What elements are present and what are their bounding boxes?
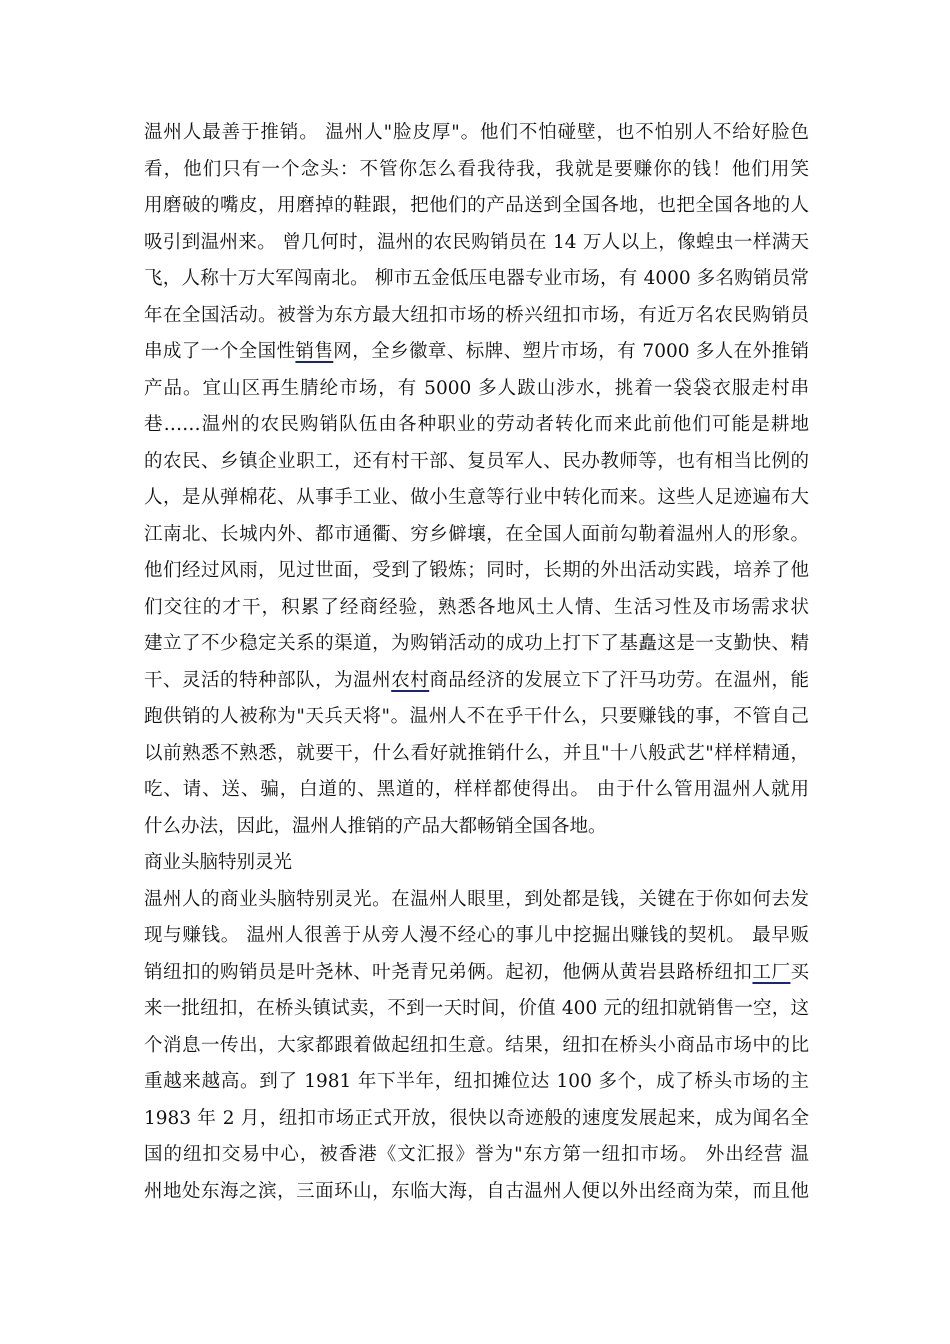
- line-text-after-link: 买: [790, 961, 809, 983]
- text-line: 温州人的商业头脑特别灵光。在温州人眼里，到处都是钱，关键在于你如何去发: [144, 888, 809, 910]
- inline-link[interactable]: 销售: [295, 341, 334, 362]
- line-text-after-link: 网，全乡徽章、标牌、塑片市场，有 7000 多人在外推销: [333, 341, 809, 362]
- text-line: 的农民、乡镇企业职工，还有村干部、复员军人、民办教师等，也有相当比例的: [144, 450, 809, 472]
- text-line: [144, 340, 809, 364]
- text-line: 们交往的才干，积累了经商经验，熟悉各地风土人情、生活习性及市场需求状: [144, 596, 809, 618]
- text-line: [144, 669, 809, 693]
- text-line: 看，他们只有一个念头：不管你怎么看我待我，我就是要赚你的钱！他们用笑: [144, 158, 809, 180]
- text-line: 巷……温州的农民购销队伍由各种职业的劳动者转化而来此前他们可能是耕地: [144, 414, 809, 435]
- text-line: 年在全国活动。被誉为东方最大纽扣市场的桥兴纽扣市场，有近万名农民购销员: [144, 304, 809, 326]
- section-heading: 商业头脑特别灵光: [144, 852, 293, 873]
- text-line: 温州人最善于推销。 温州人"脸皮厚"。他们不怕碰壁，也不怕别人不给好脸色: [144, 122, 809, 143]
- text-line: 吸引到温州来。 曾几何时，温州的农民购销员在 14 万人以上，像蝗虫一样满天: [144, 231, 809, 253]
- inline-link[interactable]: 农村: [391, 669, 430, 691]
- text-line: 州地处东海之滨，三面环山，东临大海，自古温州人便以外出经商为荣，而且他: [144, 1180, 809, 1202]
- text-line: 用磨破的嘴皮，用磨掉的鞋跟，把他们的产品送到全国各地，也把全国各地的人: [144, 195, 809, 216]
- line-text-before-link: 串成了一个全国性: [144, 341, 296, 362]
- text-line: 建立了不少稳定关系的渠道，为购销活动的成功上打下了基矗这是一支勤快、精: [144, 633, 809, 654]
- text-line: 跑供销的人被称为"天兵天将"。温州人不在乎干什么，只要赚钱的事，不管自己: [144, 706, 809, 727]
- text-line: 吃、请、送、骗，白道的、黑道的，样样都使得出。 由于什么管用温州人就用: [144, 779, 809, 800]
- line-text-before-link: 销纽扣的购销员是叶尧林、叶尧青兄弟俩。起初，他俩从黄岩县路桥纽扣: [144, 961, 753, 983]
- text-line: 现与赚钱。 温州人很善于从旁人漫不经心的事儿中挖掘出赚钱的契机。 最早贩: [144, 925, 809, 946]
- text-line: [144, 961, 809, 985]
- text-line: 来一批纽扣，在桥头镇试卖，不到一天时间，价值 400 元的纽扣就销售一空，这: [144, 998, 809, 1019]
- line-text-before-link: 干、灵活的特种部队，为温州: [144, 669, 392, 691]
- text-line: 国的纽扣交易中心，被香港《文汇报》誉为"东方第一纽扣市场。 外出经营 温: [144, 1144, 809, 1165]
- text-line: 飞，人称十万大军闯南北。 柳市五金低压电器专业市场，有 4000 多名购销员常: [144, 268, 809, 289]
- text-line: 人，是从弹棉花、从事手工业、做小生意等行业中转化而来。这些人足迹遍布大: [144, 487, 809, 508]
- text-line: 产品。宜山区再生腈纶市场，有 5000 多人跋山涉水，挑着一袋袋衣服走村串: [144, 377, 809, 399]
- inline-link[interactable]: 工厂: [752, 961, 791, 983]
- text-line: 他们经过风雨，见过世面，受到了锻炼；同时，长期的外出活动实践，培养了他: [144, 560, 809, 581]
- line-text-after-link: 商品经济的发展立下了汗马功劳。在温州，能: [429, 669, 809, 691]
- text-line: 江南北、长城内外、都市通衢、穷乡僻壤，在全国人面前勾勒着温州人的形象。: [144, 523, 809, 545]
- text-line: 重越来越高。到了 1981 年下半年，纽扣摊位达 100 多个，成了桥头市场的主: [144, 1071, 809, 1092]
- text-line: 什么办法，因此，温州人推销的产品大都畅销全国各地。: [144, 815, 607, 837]
- text-line: 个消息一传出，大家都跟着做起纽扣生意。结果，纽扣在桥头小商品市场中的比: [144, 1034, 809, 1056]
- text-line: 以前熟悉不熟悉，就要干，什么看好就推销什么，并且"十八般武艺"样样精通，: [144, 742, 809, 764]
- text-line: 1983 年 2 月，纽扣市场正式开放，很快以奇迹般的速度发展起来，成为闻名全: [144, 1107, 809, 1129]
